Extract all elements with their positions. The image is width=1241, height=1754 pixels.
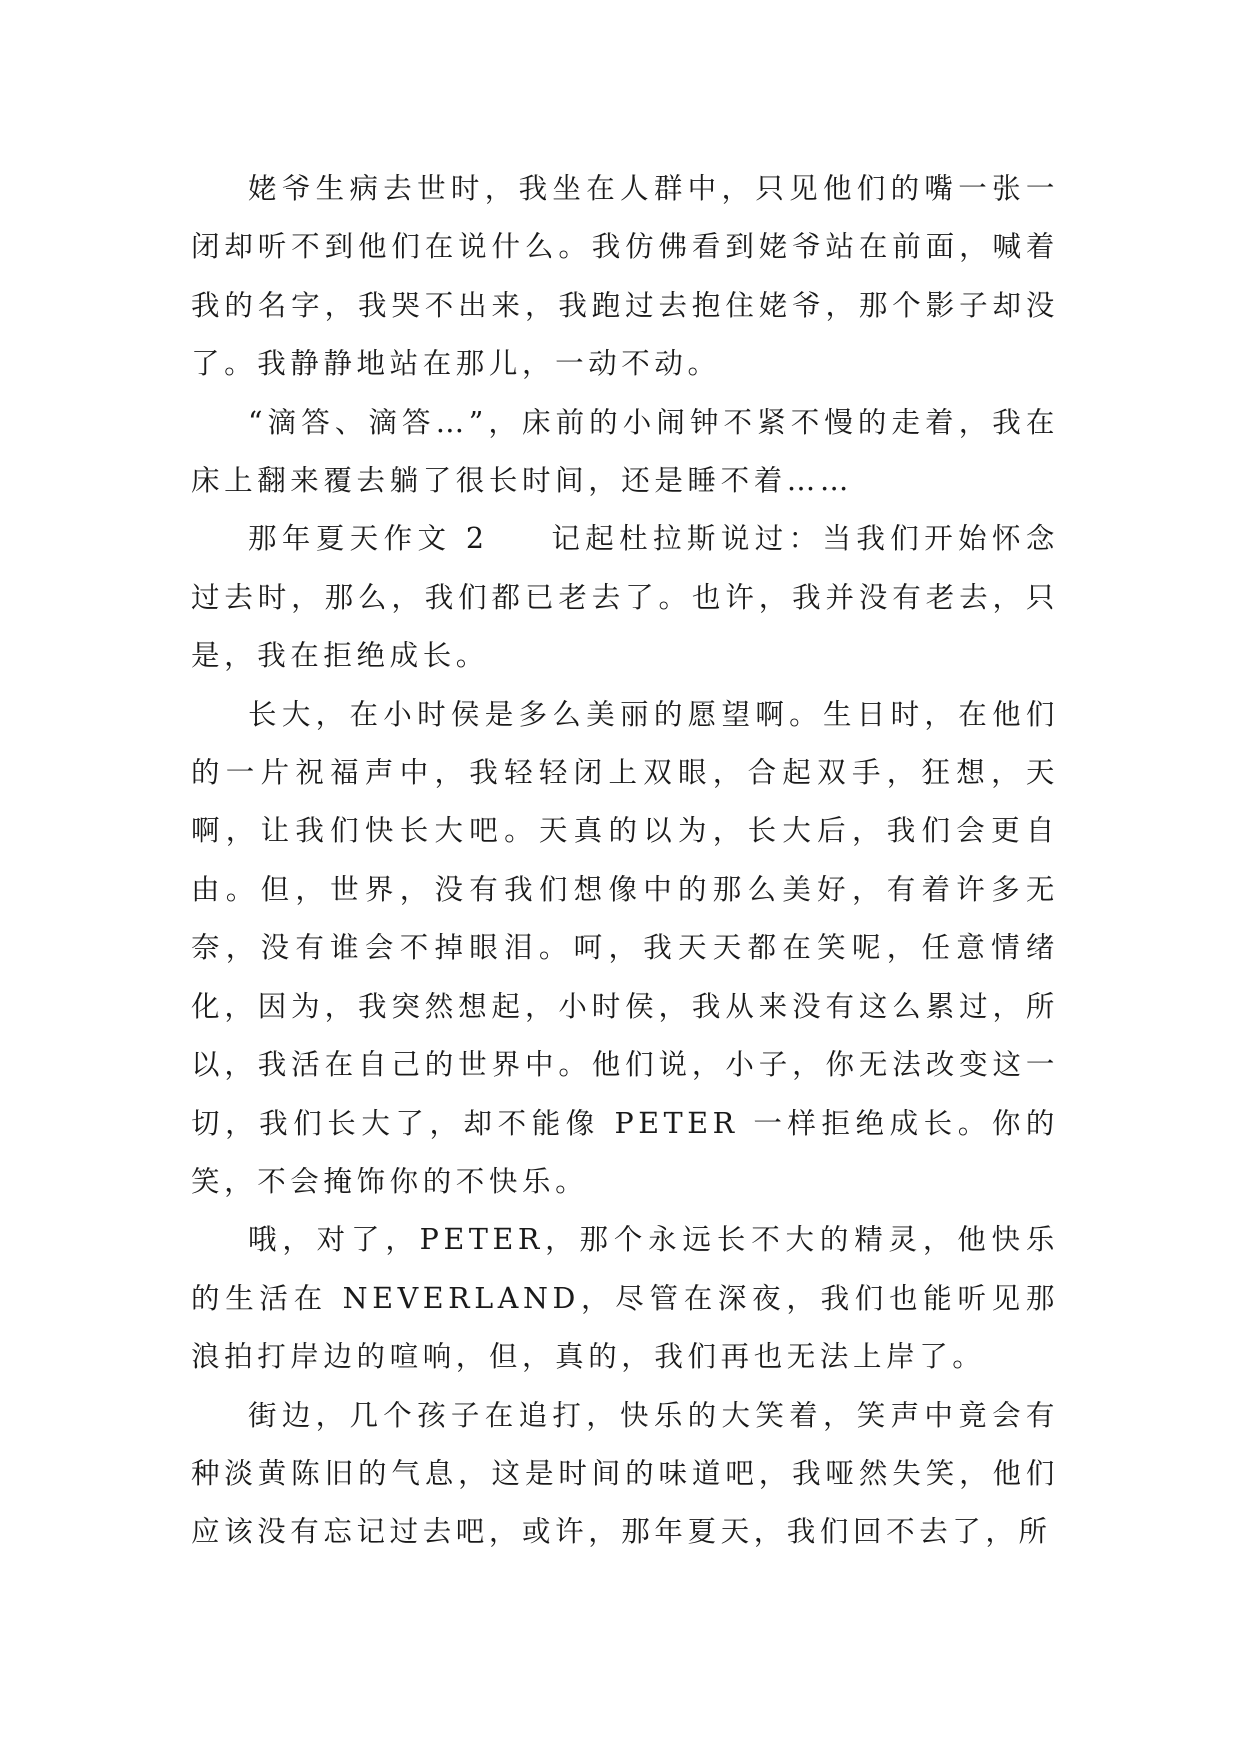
section-first-paragraph: 记起杜拉斯说过：当我们开始怀念过去时，那么，我们都已老去了。也许，我并没有老去，只是，我在拒绝成长。 [191,522,1059,673]
paragraph-peter-neverland: 哦，对了，PETER，那个永远长不大的精灵，他快乐的生活在 NEVERLAND，尽管在深夜，我们也能听见那浪拍打岸边的喧响，但，真的，我们再也无法上岸了。 [191,1223,1059,1374]
paragraph-section-start [191,510,1059,685]
section-heading: 那年夏天作文 2 [248,522,489,556]
paragraph-street-children: 街边，几个孩子在追打，快乐的大笑着，笑声中竟会有种淡黄陈旧的气息，这是时间的味道吧，我哑然失笑，他们应该没有忘记过去吧，或许，那年夏天，我们回不去了，所 [191,1398,1059,1549]
paragraph-grandfather-death: 姥爷生病去世时，我坐在人群中，只见他们的嘴一张一闭却听不到他们在说什么。我仿佛看到姥爷站在前面，喊着我的名字，我哭不出来，我跑过去抱住姥爷，那个影子却没了。我静静地站在那儿，一动不动。 [191,172,1059,381]
document-body [191,160,1059,1562]
paragraph-growing-up: 长大，在小时侯是多么美丽的愿望啊。生日时，在他们的一片祝福声中，我轻轻闭上双眼，合起双手，狂想，天啊，让我们快长大吧。天真的以为，长大后，我们会更自由。但，世界，没有我们想像中的那么美好，有着许多无奈，没有谁会不掉眼泪。呵，我天天都在笑呢，任意情绪化，因为，我突然想起，小时侯，我从来没有这么累过，所以，我活在自己的世界中。他们说，小子，你无法改变这一切，我们长大了，却不能像 PETER 一样拒绝成长。你的笑，不会掩饰你的不快乐。 [191,697,1059,1198]
paragraph-alarm-clock: “滴答、滴答…”，床前的小闹钟不紧不慢的走着，我在床上翻来覆去躺了很长时间，还是睡不着…… [191,405,1059,498]
